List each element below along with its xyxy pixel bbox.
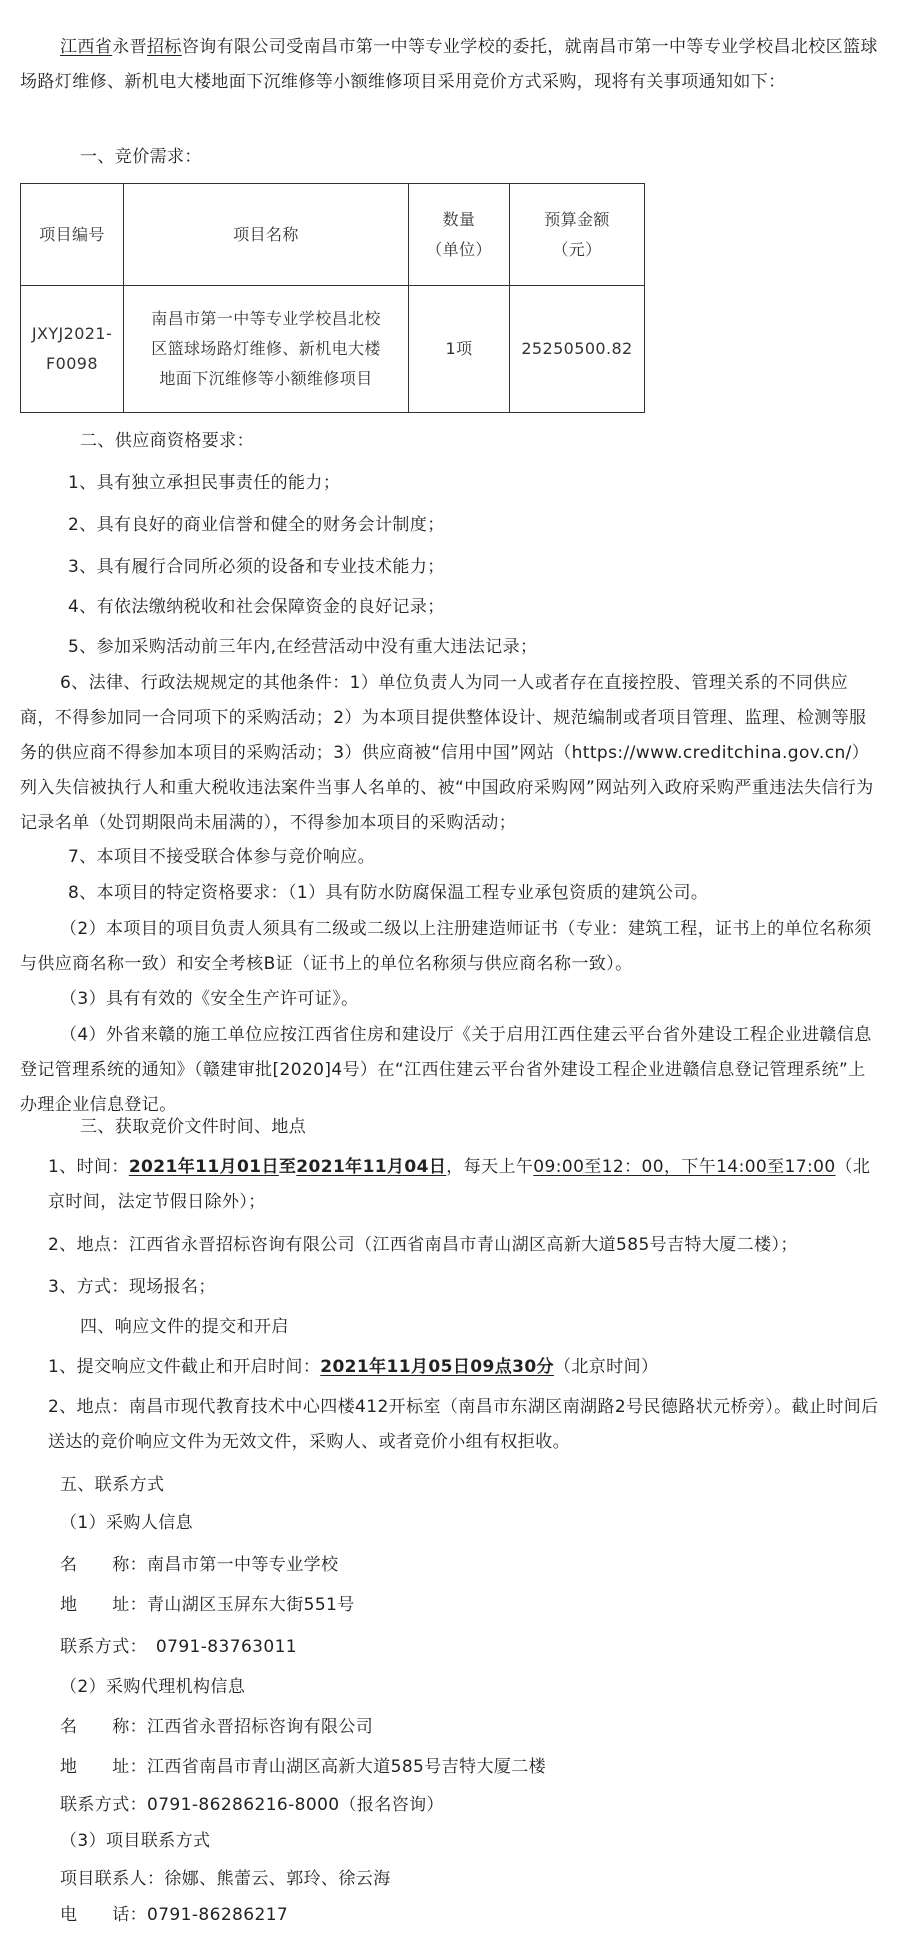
header-qty-line2: （单位） — [426, 239, 492, 259]
intro-paragraph — [20, 30, 880, 100]
qualification-item-8-4: （4）外省来赣的施工单位应按江西省住房和建设厅《关于启用江西住建云平台省外建设工程企业进赣信息登记管理系统的通知》（赣建审批[2020]4号）在“江西住建云平台省外建设工程企业进赣信息登记管理系统”上办理企业信息登记。 — [20, 1025, 872, 1115]
qualification-item-4: 4、有依法缴纳税收和社会保障资金的良好记录； — [68, 597, 445, 617]
acquire-method: 3、方式：现场报名； — [48, 1277, 216, 1297]
submission-datetime: 2021年11月05日09点30分 — [320, 1357, 554, 1377]
agency-name: 名 称：江西省永晋招标咨询有限公司 — [60, 1717, 374, 1737]
row-name-line3: 地面下沉维修等小额维修项目 — [159, 369, 373, 388]
qualification-item-7: 7、本项目不接受联合体参与竞价响应。 — [68, 847, 376, 867]
row-name-line1: 南昌市第一中等专业学校昌北校 — [151, 309, 381, 328]
submission-deadline — [20, 1350, 908, 1385]
intro-org-3: 招标 — [147, 37, 182, 57]
row-code-line2: F0098 — [46, 354, 98, 373]
purchaser-address: 地 址：青山湖区玉屏东大街551号 — [60, 1595, 355, 1615]
row-code — [21, 286, 124, 413]
header-budget-line1: 预算金额 — [544, 209, 610, 229]
section-2-title: 二、供应商资格要求： — [80, 431, 254, 451]
acquire-start-date: 2021年11月01日 — [128, 1157, 279, 1177]
agency-phone: 联系方式：0791-86286216-8000（报名咨询） — [60, 1795, 444, 1815]
project-phone: 电 话：0791-86286217 — [60, 1905, 289, 1925]
table-header-row — [21, 184, 645, 286]
acquire-date-sep: 至 — [278, 1157, 297, 1177]
row-qty: 1项 — [409, 286, 510, 413]
row-code-line1: JXYJ2021- — [31, 324, 113, 343]
project-contacts: 项目联系人：徐娜、熊蕾云、郭玲、徐云海 — [60, 1869, 391, 1889]
section-5-title: 五、联系方式 — [60, 1475, 165, 1495]
purchaser-name: 名 称：南昌市第一中等专业学校 — [60, 1555, 339, 1575]
qualification-item-6: 6、法律、行政法规规定的其他条件：1）单位负责人为同一人或者存在直接控股、管理关系的不同供应商，不得参加同一合同项下的采购活动；2）为本项目提供整体设计、规范编制或者项目管理、监理、检测等服务的供应商不得参加本项目的采购活动；3）供应商被“信用中国”网站（https://www.creditchina.gov.cn/）列入失信被执行人和重大税收违法案件当事人名单的、被“中国政府采购网”网站列入政府采购严重违法失信行为记录名单（处罚期限尚未届满的），不得参加本项目的采购活动； — [20, 673, 874, 833]
project-contact-title: （3）项目联系方式 — [60, 1831, 211, 1851]
intro-body: 咨询有限公司受南昌市第一中等专业学校的委托，就南昌市第一中等专业学校昌北校区篮球场路灯维修、新机电大楼地面下沉维修等小额维修项目采用竞价方式采购，现将有关事项通知如下： — [20, 37, 878, 92]
intro-org-2: 永晋 — [112, 37, 148, 57]
qualification-item-2: 2、具有良好的商业信誉和健全的财务会计制度； — [68, 515, 445, 535]
agency-address: 地 址：江西省南昌市青山湖区高新大道585号吉特大厦二楼 — [60, 1757, 547, 1777]
qualification-item-5: 5、参加采购活动前三年内,在经营活动中没有重大违法记录； — [68, 637, 538, 657]
section-3-title: 三、获取竞价文件时间、地点 — [80, 1117, 307, 1137]
qualification-item-8: 8、本项目的特定资格要求：（1）具有防水防腐保温工程专业承包资质的建筑公司。 — [68, 883, 709, 903]
header-budget — [510, 184, 645, 286]
agency-title: （2）采购代理机构信息 — [60, 1677, 246, 1697]
acquire-hours: 09:00至12：00，下午14:00至17:00 — [533, 1157, 836, 1177]
acquire-time-label: 1、时间： — [48, 1157, 129, 1177]
acquire-time-daily: ，每天上午 — [446, 1157, 534, 1177]
header-name: 项目名称 — [124, 184, 409, 286]
qualification-item-8-2: （2）本项目的项目负责人须具有二级或二级以上注册建造师证书（专业：建筑工程，证书上的单位名称须与供应商名称一致）和安全考核B证（证书上的单位名称须与供应商名称一致）。 — [20, 919, 872, 974]
requirement-table — [20, 183, 645, 413]
intro-org-1: 江西省 — [60, 37, 113, 57]
qualification-item-3: 3、具有履行合同所必须的设备和专业技术能力； — [68, 557, 445, 577]
row-name-line2: 区篮球场路灯维修、新机电大楼 — [151, 339, 381, 358]
section-1-title: 一、竞价需求： — [80, 147, 202, 167]
header-qty-line1: 数量 — [442, 209, 476, 229]
acquire-time — [20, 1150, 880, 1220]
qualification-item-8-3: （3）具有有效的《安全生产许可证》。 — [60, 989, 359, 1009]
header-code: 项目编号 — [21, 184, 124, 286]
purchaser-title: （1）采购人信息 — [60, 1513, 194, 1533]
submission-place: 2、地点：南昌市现代教育技术中心四楼412开标室（南昌市东湖区南湖路2号民德路状元桥旁）。截止时间后送达的竞价响应文件为无效文件，采购人、或者竞价小组有权拒收。 — [48, 1397, 879, 1452]
header-budget-line2: （元） — [552, 239, 602, 259]
acquire-end-date: 2021年11月04日 — [296, 1157, 447, 1177]
table-row — [21, 286, 645, 413]
row-budget: 25250500.82 — [510, 286, 645, 413]
submission-tz: （北京时间） — [553, 1357, 659, 1377]
header-qty — [409, 184, 510, 286]
submission-label: 1、提交响应文件截止和开启时间： — [48, 1357, 321, 1377]
section-4-title: 四、响应文件的提交和开启 — [80, 1317, 289, 1337]
qualification-item-1: 1、具有独立承担民事责任的能力； — [68, 473, 341, 493]
acquire-place: 2、地点：江西省永晋招标咨询有限公司（江西省南昌市青山湖区高新大道585号吉特大厦二楼）； — [48, 1235, 798, 1255]
acquire-time-note: （北京时间，法定节假日除外）； — [48, 1157, 871, 1212]
row-name — [124, 286, 409, 413]
purchaser-phone: 联系方式： 0791-83763011 — [60, 1637, 298, 1657]
